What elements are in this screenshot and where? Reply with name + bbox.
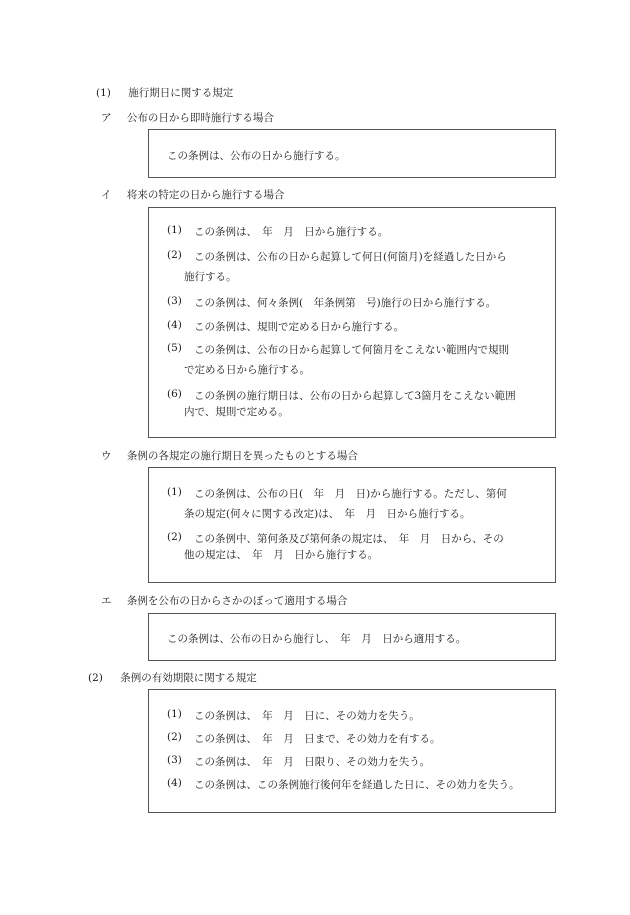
item-number: (3) <box>167 295 182 307</box>
item-text: この条例は、何々条例( 年条例第 号)施行の日から施行する。 <box>194 297 497 309</box>
subsection-a-label: ア <box>101 112 112 124</box>
item-text: この条例は、公布の日から起算して何日(何箇月)を経過した日から <box>194 251 507 263</box>
item-number: (1) <box>167 486 182 498</box>
subsection-e-label: エ <box>101 595 112 607</box>
item-text: この条例は、 年 月 日に、その効力を失う。 <box>194 710 420 722</box>
section-2-heading <box>88 670 257 685</box>
item-text: この条例の施行期日は、公布の日から起算して3箇月をこえない範囲 <box>194 390 516 402</box>
subsection-i-label: イ <box>101 189 112 201</box>
item-number: (6) <box>167 388 182 400</box>
subsection-e-title: 条例を公布の日からさかのぼって適用する場合 <box>126 595 348 607</box>
item-number: (5) <box>167 342 182 354</box>
section-1-heading <box>96 85 233 100</box>
item-text: この条例は、公布の日( 年 月 日)から施行する。ただし、第何 <box>194 488 507 500</box>
subsection-a-heading <box>101 110 274 125</box>
item-text: この条例は、 年 月 日まで、その効力を有する。 <box>194 733 441 745</box>
example-text: この条例は、公布の日から施行する。 <box>167 150 346 162</box>
item-text: この条例中、第何条及び第何条の規定は、 年 月 日から、その <box>194 533 504 545</box>
item-text: この条例は、 年 月 日限り、その効力を失う。 <box>194 756 431 768</box>
example-box-i <box>148 207 556 438</box>
example-text: この条例は、公布の日から施行し、 年 月 日から適用する。 <box>167 633 467 645</box>
item-number: (2) <box>167 249 182 261</box>
item-text-continued: 条の規定(何々に関する改定)は、 年 月 日から施行する。 <box>184 508 471 520</box>
item-number: (1) <box>167 224 182 236</box>
section-1-number: (1) <box>96 87 111 99</box>
section-1-title: 施行期日に関する規定 <box>128 87 234 99</box>
subsection-a-title: 公布の日から即時施行する場合 <box>126 112 274 124</box>
item-number: (2) <box>167 531 182 543</box>
item-number: (3) <box>167 754 182 766</box>
subsection-e-heading <box>101 593 347 608</box>
section-2-title: 条例の有効期限に関する規定 <box>120 672 257 684</box>
example-box-e <box>148 613 556 661</box>
subsection-i-title: 将来の特定の日から施行する場合 <box>126 189 285 201</box>
subsection-u-heading <box>101 448 358 463</box>
item-text-continued: 他の規定は、 年 月 日から施行する。 <box>184 549 379 561</box>
item-text: この条例は、この条例施行後何年を経過した日に、その効力を失う。 <box>194 779 520 791</box>
subsection-i-heading <box>101 187 284 202</box>
subsection-u-label: ウ <box>101 450 112 462</box>
item-number: (4) <box>167 777 182 789</box>
item-text: この条例は、規則で定める日から施行する。 <box>194 321 404 333</box>
item-text: この条例は、公布の日から起算して何箇月をこえない範囲内で規則 <box>194 344 509 356</box>
item-number: (1) <box>167 708 182 720</box>
subsection-u-title: 条例の各規定の施行期日を異ったものとする場合 <box>126 450 358 462</box>
item-text-continued: で定める日から施行する。 <box>184 364 310 376</box>
example-box-validity <box>148 689 556 813</box>
item-text: この条例は、 年 月 日から施行する。 <box>194 226 389 238</box>
item-text-continued: 内で、規則で定める。 <box>184 406 289 418</box>
example-box-a <box>148 129 556 178</box>
section-2-number: (2) <box>88 672 103 684</box>
example-box-u <box>148 467 556 583</box>
item-number: (2) <box>167 731 182 743</box>
item-text-continued: 施行する。 <box>184 271 237 283</box>
item-number: (4) <box>167 319 182 331</box>
